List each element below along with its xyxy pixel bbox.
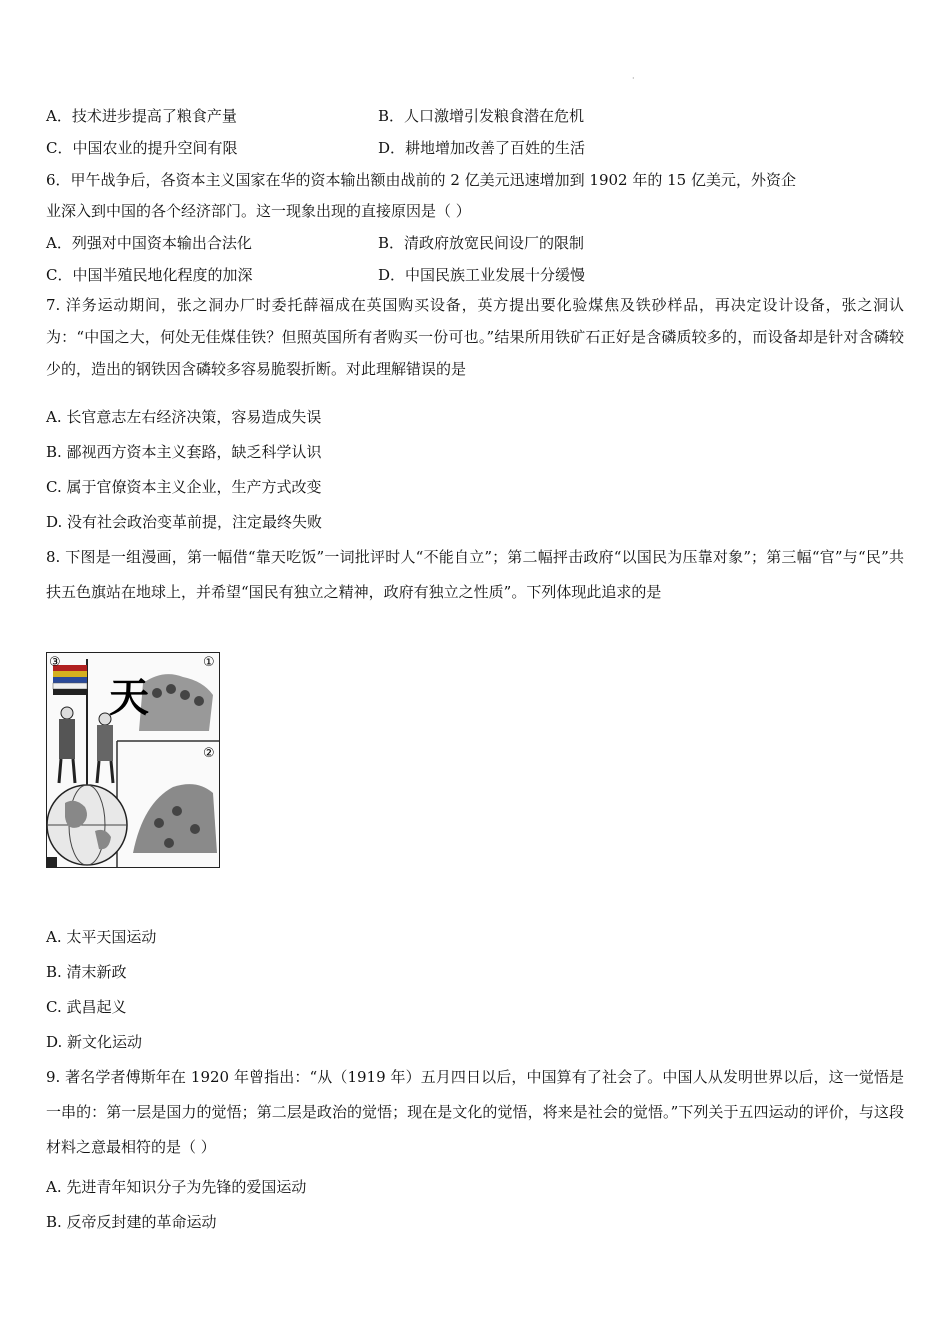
flag-stripe-4 xyxy=(53,683,87,689)
q8-stem: 8. 下图是一组漫画，第一幅借“靠天吃饭”一词批评时人“不能自立”；第二幅抨击政府“以国民为压靠对象”；第三幅“官”与“民”共扶五色旗站在地球上，并希望“国民有独立之精神，政府有独立之性质”。下列体现此追求的是 xyxy=(46,548,904,601)
q5-option-d: D．耕地增加改善了百姓的生活 xyxy=(378,139,586,157)
panel2-crowd xyxy=(133,784,217,853)
figure-right-leg2 xyxy=(111,761,113,783)
q8-comic-figure xyxy=(46,652,220,868)
comic-label-1: ① xyxy=(203,655,215,670)
corner-mark xyxy=(47,857,57,867)
q9-stem: 9. 著名学者傅斯年在 1920 年曾指出：“从（1919 年）五月四日以后，中国算有了社会了。中国人从发明世界以后，这一觉悟是一串的：第一层是国力的觉悟；第二层是政治的觉悟；现在是文化的觉悟，将来是社会的觉悟。”下列关于五四运动的评价，与这段材料之意最相符的是（ ） xyxy=(46,1068,904,1156)
figure-right-body xyxy=(97,725,113,761)
figure-left-body xyxy=(59,719,75,759)
q5-option-a: A．技术进步提高了粮食产量 xyxy=(46,107,237,125)
q9-option-b: B. 反帝反封建的革命运动 xyxy=(46,1213,217,1231)
q7-stem: 7. 洋务运动期间，张之洞办厂时委托薛福成在英国购买设备，英方提出要化验煤焦及铁砂样品，再决定设计设备，张之洞认为：“中国之大，何处无佳煤佳铁？但照英国所有者购买一份可也。”结果所用铁矿石正好是含磷质较多的，而设备却是针对含磷较少的，造出的钢铁因含磷较多容易脆裂折断。对此理解错误的是 xyxy=(46,296,904,378)
q6-option-a: A．列强对中国资本输出合法化 xyxy=(46,234,252,252)
q7-option-d: D. 没有社会政治变革前提，注定最终失败 xyxy=(46,513,323,531)
flag-stripe-3 xyxy=(53,677,87,683)
q6-option-b: B．清政府放宽民间设厂的限制 xyxy=(378,234,585,252)
stray-mark: · xyxy=(632,74,635,83)
figure-right-leg1 xyxy=(97,761,99,783)
q7-option-c: C. 属于官僚资本主义企业，生产方式改变 xyxy=(46,478,322,496)
q8-option-b: B. 清末新政 xyxy=(46,963,127,981)
comic-char-tian: 天 xyxy=(109,674,149,721)
q8-option-a: A. 太平天国运动 xyxy=(46,928,157,946)
q7-option-b: B. 鄙视西方资本主义套路，缺乏科学认识 xyxy=(46,443,322,461)
flag-stripe-5 xyxy=(53,689,87,695)
comic-label-2: ② xyxy=(203,746,215,761)
q8-option-d: D. 新文化运动 xyxy=(46,1033,143,1051)
figure-left-leg1 xyxy=(59,759,61,783)
q5-option-b: B．人口激增引发粮食潜在危机 xyxy=(378,107,585,125)
q8-option-c: C. 武昌起义 xyxy=(46,998,127,1016)
figure-left-head xyxy=(61,707,73,719)
figure-left-leg2 xyxy=(73,759,75,783)
q6-option-c: C．中国半殖民地化程度的加深 xyxy=(46,266,253,284)
comic-illustration xyxy=(47,653,219,867)
q6-option-d: D．中国民族工业发展十分缓慢 xyxy=(378,266,586,284)
comic-label-3: ③ xyxy=(49,655,61,670)
flag-stripe-2 xyxy=(53,671,87,677)
q5-option-c: C．中国农业的提升空间有限 xyxy=(46,139,238,157)
q7-option-a: A. 长官意志左右经济决策，容易造成失误 xyxy=(46,408,322,426)
q6-stem-line1: 6．甲午战争后，各资本主义国家在华的资本输出额由战前的 2 亿美元迅速增加到 1902 年的 15 亿美元，外资企 xyxy=(46,171,796,189)
q9-option-a: A. 先进青年知识分子为先锋的爱国运动 xyxy=(46,1178,307,1196)
q6-stem-line2: 业深入到中国的各个经济部门。这一现象出现的直接原因是（ ） xyxy=(46,202,471,220)
